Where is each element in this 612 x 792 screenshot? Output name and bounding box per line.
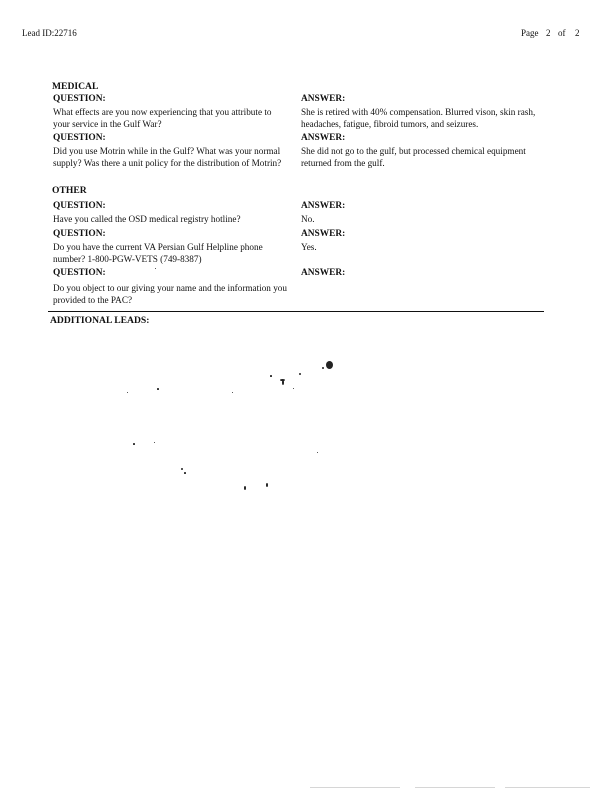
additional-leads-heading: ADDITIONAL LEADS:	[50, 315, 150, 326]
question-label: QUESTION:	[53, 268, 106, 278]
question-text-other-3: Do you object to our giving your name and the information you provided to the PAC?	[53, 283, 287, 305]
question-label: QUESTION:	[53, 94, 106, 104]
answer-label: ANSWER:	[301, 201, 346, 211]
question-label: QUESTION:	[53, 229, 106, 239]
page-label: Page	[521, 28, 539, 38]
question-label: QUESTION:	[53, 133, 106, 143]
lead-id: Lead ID:22716	[22, 28, 77, 38]
answer-label: ANSWER:	[301, 229, 346, 239]
scan-edge-line	[310, 787, 400, 788]
page-number: 2	[546, 28, 551, 38]
answer-text-other-2: Yes.	[301, 242, 317, 252]
answer-text-medical-1: She is retired with 40% compensation. Blurred vison, skin rash, headaches, fatigue, fibroid tumors, and seizures.	[301, 107, 536, 129]
answer-label: ANSWER:	[301, 133, 346, 143]
question-text-other-2: Do you have the current VA Persian Gulf Helpline phone number? 1-800-PGW-VETS (749-8387)	[53, 242, 263, 264]
page-total: 2	[575, 28, 580, 38]
answer-label: ANSWER:	[301, 268, 346, 278]
scan-edge-line	[415, 787, 495, 788]
answer-text-other-1: No.	[301, 214, 315, 224]
question-label: QUESTION:	[53, 201, 106, 211]
section-divider	[48, 311, 544, 312]
question-text-medical-2: Did you use Motrin while in the Gulf? What was your normal supply? Was there a unit policy for the distribution of Motrin?	[53, 146, 282, 168]
question-text-other-1: Have you called the OSD medical registry hotline?	[53, 214, 241, 224]
section-medical-heading: MEDICAL	[52, 81, 99, 92]
question-text-medical-1: What effects are you now experiencing that you attribute to your service in the Gulf War?	[53, 107, 272, 129]
section-other-heading: OTHER	[52, 185, 87, 196]
answer-text-medical-2: She did not go to the gulf, but processed chemical equipment returned from the gulf.	[301, 146, 526, 168]
answer-label: ANSWER:	[301, 94, 346, 104]
page-of: of	[558, 28, 566, 38]
scan-edge-line	[505, 787, 590, 788]
